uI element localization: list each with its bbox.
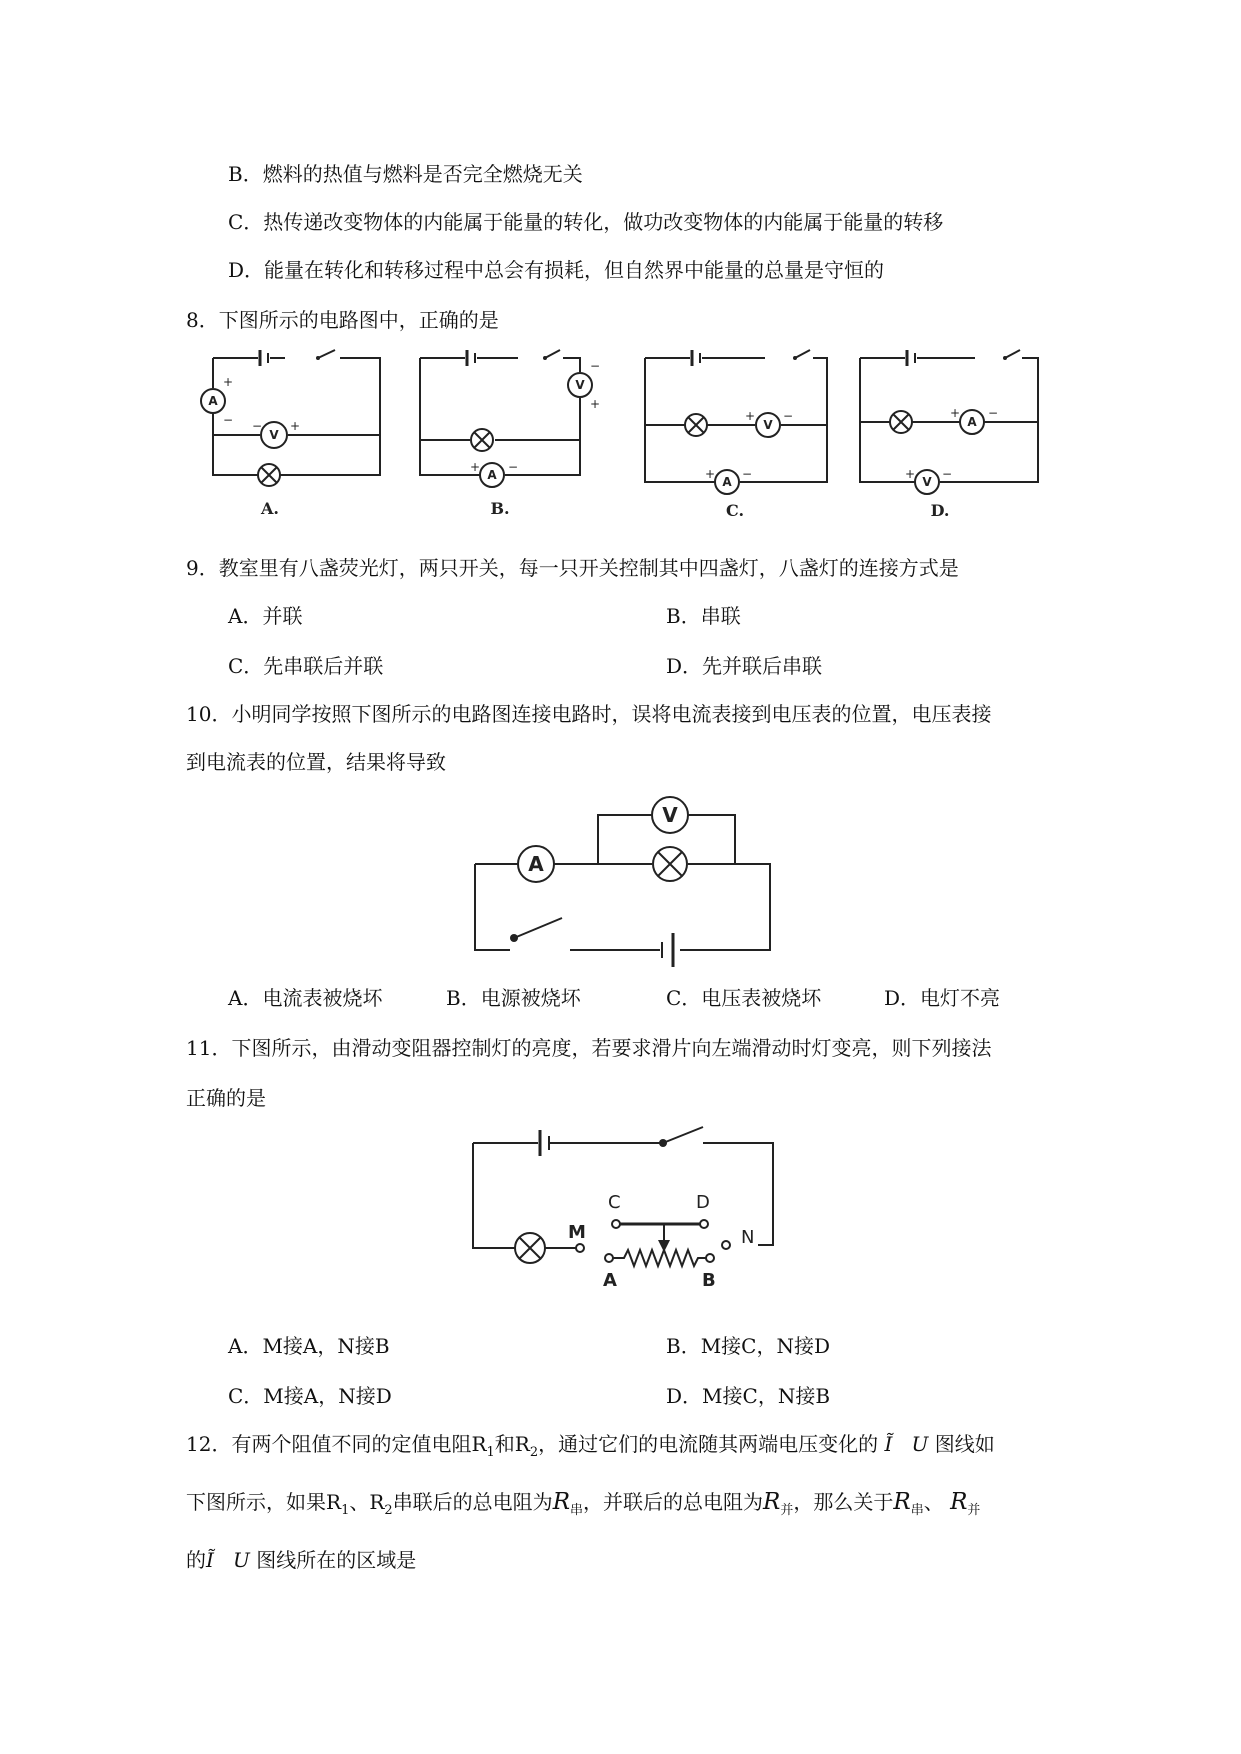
circuit-b (420, 350, 600, 518)
q8-stem: 8．下图所示的电路图中，正确的是 (186, 308, 499, 332)
circuit-c (645, 350, 827, 520)
svg-text:−: − (988, 406, 999, 420)
svg-text:A: A (967, 415, 977, 429)
svg-text:A: A (722, 475, 732, 489)
svg-text:−: − (942, 467, 953, 481)
svg-text:B: B (702, 1270, 716, 1291)
svg-text:+: + (705, 467, 716, 481)
svg-text:M: M (568, 1222, 586, 1243)
svg-text:V: V (575, 378, 585, 392)
q12-stem-line2: 下图所示，如果$R_1$、$R_2$串联后的总电阻为$R_串$，并联后的总电阻为$R_并$，那么关于$R_串$、 $R_并$ (186, 1489, 981, 1518)
q11-stem-line1: 11．下图所示，由滑动变阻器控制灯的亮度，若要求滑片向左端滑动时灯变亮，则下列接法 (186, 1036, 992, 1060)
svg-text:V: V (269, 428, 279, 442)
circuit-a (201, 350, 380, 518)
q7-option-b: B．燃料的热值与燃料是否完全燃烧无关 (228, 162, 583, 186)
svg-text:C: C (608, 1192, 621, 1213)
q10-stem-line1: 10．小明同学按照下图所示的电路图连接电路时，误将电流表接到电压表的位置，电压表接 (186, 702, 992, 726)
svg-text:V: V (662, 803, 678, 827)
svg-text:+: + (223, 375, 234, 389)
svg-text:A: A (487, 468, 497, 482)
svg-text:−: − (223, 413, 234, 427)
q7-option-c: C．热传递改变物体的内能属于能量的转化，做功改变物体的内能属于能量的转移 (228, 210, 944, 234)
q11-circuit-diagram (468, 1130, 788, 1320)
svg-text:+: + (905, 467, 916, 481)
q10-stem-line2: 到电流表的位置，结果将导致 (186, 750, 446, 774)
svg-text:+: + (470, 460, 481, 474)
q11-option-a: A．M接A，N接B (228, 1334, 390, 1358)
q10-option-c: C．电压表被烧坏 (666, 986, 822, 1010)
q9-option-d: D．先并联后串联 (666, 654, 823, 678)
svg-text:−: − (508, 460, 519, 474)
q11-option-c: C．M接A，N接D (228, 1384, 392, 1408)
svg-text:A: A (603, 1270, 617, 1291)
svg-text:V: V (922, 475, 932, 489)
svg-text:A.: A. (261, 499, 279, 518)
svg-text:−: − (742, 467, 753, 481)
q9-option-a: A．并联 (228, 604, 303, 628)
svg-text:−: − (252, 419, 263, 433)
svg-text:B.: B. (490, 499, 510, 518)
q9-stem: 9．教室里有八盏荧光灯，两只开关，每一只开关控制其中四盏灯，八盏灯的连接方式是 (186, 556, 959, 580)
svg-text:+: + (745, 409, 756, 423)
q9-option-c: C．先串联后并联 (228, 654, 384, 678)
svg-text:+: + (290, 419, 301, 433)
svg-text:−: − (783, 409, 794, 423)
svg-text:D.: D. (930, 501, 950, 520)
circuit-d (860, 350, 1038, 520)
q9-option-b: B．串联 (666, 604, 741, 628)
svg-text:+: + (590, 397, 601, 411)
q11-option-b: B．M接C，N接D (666, 1334, 831, 1358)
q8-circuit-diagrams (190, 350, 1070, 530)
q12-stem-line3: 的Ĩ U 图线所在的区域是 (186, 1548, 417, 1572)
q12-stem-line1: 12．有两个阻值不同的定值电阻$R_1$和$R_2$，通过它们的电流随其两端电压变化的 Ĩ U 图线如 (186, 1432, 995, 1460)
q10-option-b: B．电源被烧坏 (446, 986, 581, 1010)
svg-text:A: A (528, 852, 544, 876)
q10-option-d: D．电灯不亮 (884, 986, 1001, 1010)
q7-option-d: D．能量在转化和转移过程中总会有损耗，但自然界中能量的总量是守恒的 (228, 258, 885, 282)
svg-text:C.: C. (725, 501, 745, 520)
svg-text:A: A (208, 394, 218, 408)
svg-text:N: N (741, 1227, 755, 1248)
svg-text:+: + (950, 406, 961, 420)
q11-stem-line2: 正确的是 (186, 1086, 266, 1110)
svg-text:−: − (590, 359, 601, 373)
q10-circuit-diagram (470, 800, 790, 960)
q11-option-d: D．M接C，N接B (666, 1384, 831, 1408)
q10-option-a: A．电流表被烧坏 (228, 986, 383, 1010)
svg-text:D: D (696, 1192, 710, 1213)
svg-text:V: V (763, 418, 773, 432)
